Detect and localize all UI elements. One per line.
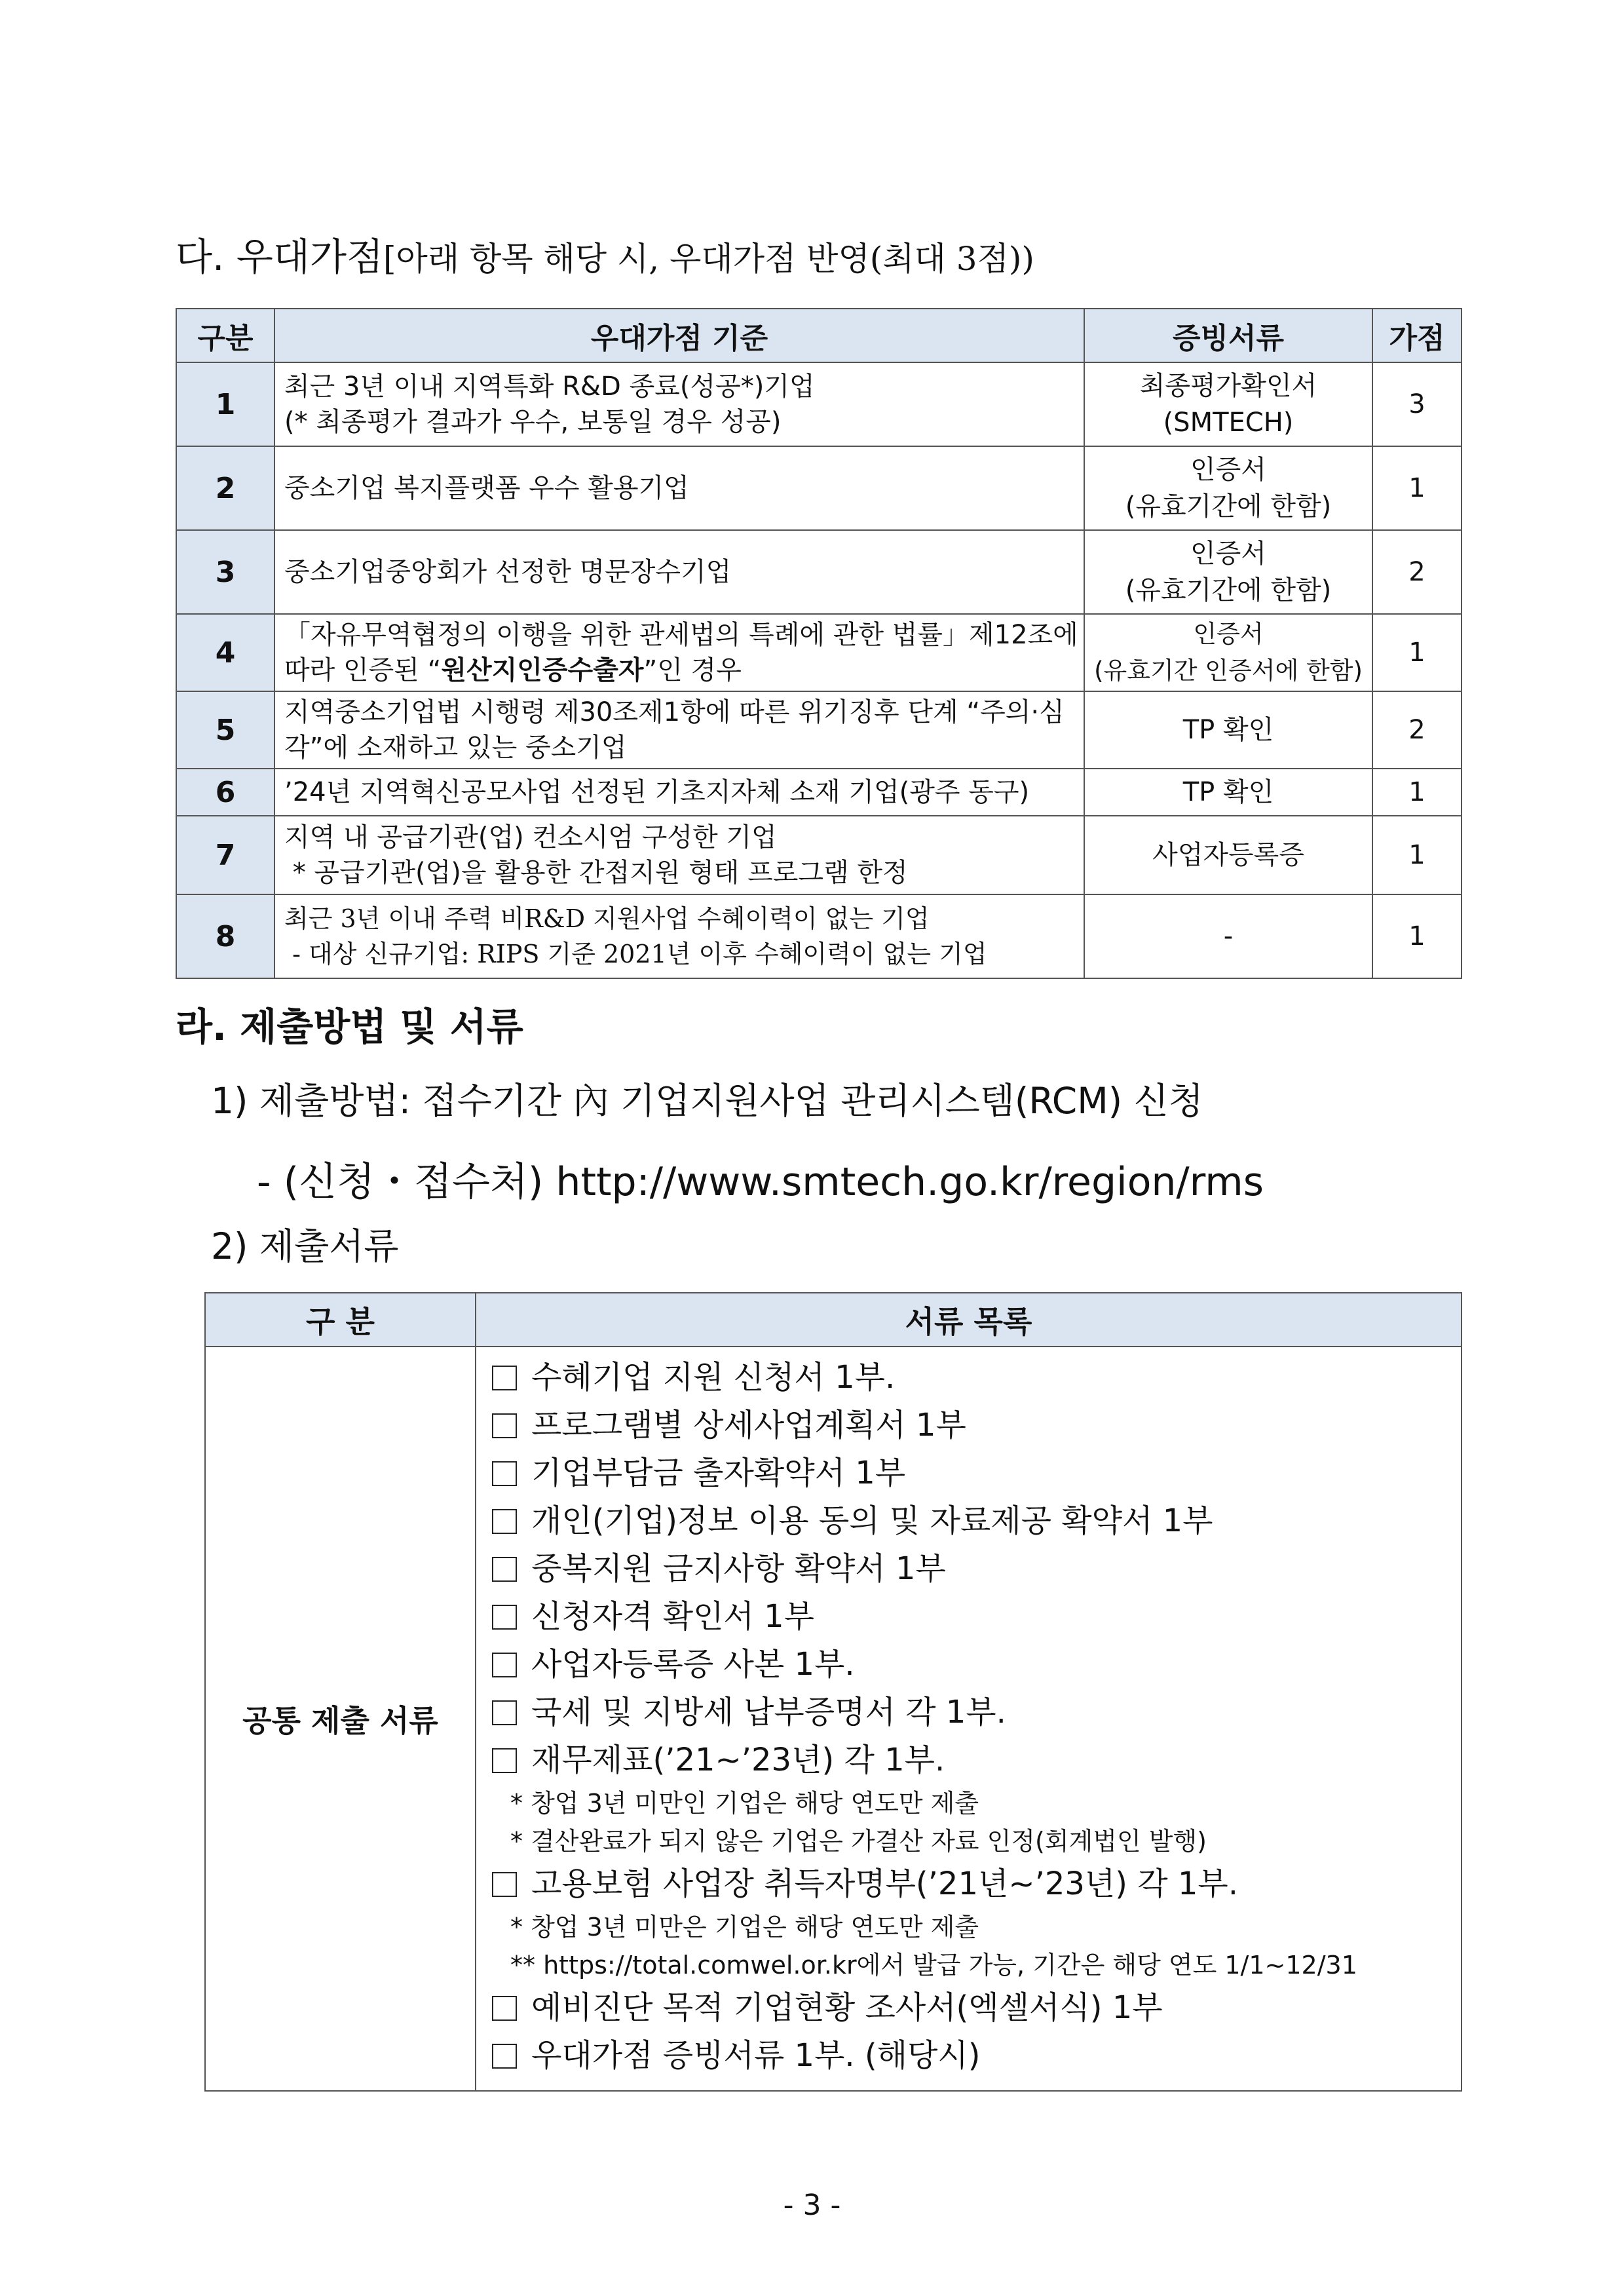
table-header-row xyxy=(176,309,1462,362)
doc-line: (유효기간에 한함) xyxy=(1125,575,1332,605)
item-text: 사업자등록증 사본 1부. xyxy=(531,1646,855,1683)
list-note: * 결산완료가 되지 않은 기업은 가결산 자료 인정(회계법인 발행) xyxy=(510,1827,1207,1856)
row-number: 1 xyxy=(176,362,274,446)
item-text: 국세 및 지방세 납부증명서 각 1부. xyxy=(531,1694,1006,1731)
section-da-title-main: 다. 우대가점 xyxy=(176,235,384,279)
row-document xyxy=(1084,530,1372,614)
doc-line: 인증서 xyxy=(1193,620,1264,648)
checkbox-icon[interactable] xyxy=(492,1605,517,1630)
row-document xyxy=(1084,446,1372,530)
checkbox-icon[interactable] xyxy=(492,1461,517,1486)
criteria-line: 지역중소기업법 시행령 제30조제1항에 따른 위기징후 단계 “주의·심 xyxy=(284,697,1065,727)
doc-line: (SMTECH) xyxy=(1163,408,1294,438)
row-criteria xyxy=(274,446,1084,530)
checkbox-icon[interactable] xyxy=(492,1509,517,1534)
header-category: 구 분 xyxy=(205,1293,476,1347)
doc-line: 최종평가확인서 xyxy=(1139,371,1317,401)
table-row xyxy=(176,530,1462,614)
header-points: 가점 xyxy=(1372,309,1462,362)
item-text: 수혜기업 지원 신청서 1부. xyxy=(531,1359,896,1396)
row-criteria xyxy=(274,362,1084,446)
list-note: * 창업 3년 미만인 기업은 해당 연도만 제출 xyxy=(510,1789,979,1818)
criteria-line: 중소기업 복지플랫폼 우수 활용기업 xyxy=(284,473,689,503)
row-number: 3 xyxy=(176,530,274,614)
item-text: 고용보험 사업장 취득자명부(’21년~’23년) 각 1부. xyxy=(531,1866,1239,1902)
row-document xyxy=(1084,362,1372,446)
criteria-line: (* 최종평가 결과가 우수, 보통일 경우 성공) xyxy=(284,407,782,437)
doc-line: - xyxy=(1223,921,1234,951)
doc-line: (유효기간 인증서에 한함) xyxy=(1094,657,1363,685)
section-ra-title-text: 라. 제출방법 및 서류 xyxy=(176,1004,523,1049)
row-criteria xyxy=(274,894,1084,978)
table-header-row xyxy=(205,1293,1462,1347)
table-row xyxy=(176,894,1462,978)
section-ra-title xyxy=(176,996,523,1051)
row-points: 1 xyxy=(1372,446,1462,530)
criteria-line: 최근 3년 이내 지역특화 R&D 종료(성공*)기업 xyxy=(284,372,815,402)
header-documents: 증빙서류 xyxy=(1084,309,1372,362)
checkbox-icon[interactable] xyxy=(492,1996,517,2021)
criteria-line: ’24년 지역혁신공모사업 선정된 기초지자체 소재 기업(광주 동구) xyxy=(284,777,1030,807)
list-note: ** https://total.comwel.or.kr에서 발급 가능, 기간은 해당 연도 1/1~12/31 xyxy=(510,1951,1357,1980)
list-item xyxy=(492,1497,1446,1545)
list-item xyxy=(492,1449,1446,1497)
header-criteria: 우대가점 기준 xyxy=(274,309,1084,362)
submission-url[interactable]: - (신청・접수처) http://www.smtech.go.kr/region/rms xyxy=(257,1159,1264,1205)
item-text: 중복지원 금지사항 확약서 1부 xyxy=(531,1550,946,1587)
doc-line: 사업자등록증 xyxy=(1152,840,1304,870)
row-criteria xyxy=(274,691,1084,769)
table-row xyxy=(176,816,1462,894)
checkbox-icon[interactable] xyxy=(492,1413,517,1438)
item-text: 개인(기업)정보 이용 동의 및 자료제공 확약서 1부 xyxy=(531,1502,1213,1539)
list-item xyxy=(492,2032,1446,2080)
bonus-points-table xyxy=(176,308,1462,979)
row-points: 1 xyxy=(1372,769,1462,816)
item-text: 기업부담금 출자확약서 1부 xyxy=(531,1455,906,1491)
row-number: 8 xyxy=(176,894,274,978)
item-text: 재무제표(’21~’23년) 각 1부. xyxy=(531,1742,945,1778)
list-item xyxy=(492,1593,1446,1641)
criteria-line: * 공급기관(업)을 활용한 간접지원 형태 프로그램 한정 xyxy=(284,858,908,888)
list-item xyxy=(492,1545,1446,1593)
checkbox-icon[interactable] xyxy=(492,1748,517,1773)
section-da-title xyxy=(176,226,1034,281)
header-doc-list: 서류 목록 xyxy=(476,1293,1462,1347)
row-document xyxy=(1084,614,1372,691)
table-row xyxy=(176,614,1462,691)
table-row xyxy=(205,1347,1462,2091)
checkbox-icon[interactable] xyxy=(492,1557,517,1582)
row-criteria xyxy=(274,816,1084,894)
list-item xyxy=(492,1689,1446,1736)
doc-line: TP 확인 xyxy=(1182,715,1274,745)
row-document xyxy=(1084,894,1372,978)
list-note: * 창업 3년 미만은 기업은 해당 연도만 제출 xyxy=(510,1913,979,1942)
criteria-line: 각”에 소재하고 있는 중소기업 xyxy=(284,733,627,763)
criteria-line: 최근 3년 이내 주력 비R&D 지원사업 수혜이력이 없는 기업 xyxy=(284,904,930,933)
section-da-title-sub: [아래 항목 해당 시, 우대가점 반영(최대 3점)) xyxy=(383,240,1034,278)
checkbox-icon[interactable] xyxy=(492,2044,517,2069)
list-item xyxy=(492,1641,1446,1689)
row-document xyxy=(1084,769,1372,816)
row-criteria xyxy=(274,769,1084,816)
submission-docs-title: 2) 제출서류 xyxy=(211,1225,399,1267)
row-points: 1 xyxy=(1372,894,1462,978)
row-document xyxy=(1084,691,1372,769)
docs-category: 공통 제출 서류 xyxy=(205,1347,476,2091)
row-points: 2 xyxy=(1372,691,1462,769)
row-points: 2 xyxy=(1372,530,1462,614)
table-row xyxy=(176,362,1462,446)
checkbox-icon[interactable] xyxy=(492,1366,517,1390)
doc-line: 인증서 xyxy=(1190,455,1266,485)
item-text: 예비진단 목적 기업현황 조사서(엑셀서식) 1부 xyxy=(531,1989,1163,2026)
row-criteria xyxy=(274,614,1084,691)
table-row xyxy=(176,769,1462,816)
criteria-text: ”인 경우 xyxy=(643,655,742,685)
checkbox-icon[interactable] xyxy=(492,1872,517,1897)
row-points: 1 xyxy=(1372,816,1462,894)
row-number: 2 xyxy=(176,446,274,530)
submission-method: 1) 제출방법: 접수기간 內 기업지원사업 관리시스템(RCM) 신청 xyxy=(211,1080,1203,1122)
criteria-line: - 대상 신규기업: RIPS 기준 2021년 이후 수혜이력이 없는 기업 xyxy=(284,940,987,968)
list-item xyxy=(492,1354,1446,1402)
criteria-line: 중소기업중앙회가 선정한 명문장수기업 xyxy=(284,557,732,587)
row-document xyxy=(1084,816,1372,894)
table-row xyxy=(176,446,1462,530)
doc-line: 인증서 xyxy=(1190,539,1266,569)
docs-list xyxy=(476,1347,1462,2091)
criteria-line: 지역 내 공급기관(업) 컨소시엄 구성한 기업 xyxy=(284,822,777,852)
list-item xyxy=(492,1402,1446,1449)
row-number: 5 xyxy=(176,691,274,769)
row-points: 3 xyxy=(1372,362,1462,446)
table-row xyxy=(176,691,1462,769)
header-category: 구분 xyxy=(176,309,274,362)
doc-line: (유효기간에 한함) xyxy=(1125,491,1332,522)
row-points: 1 xyxy=(1372,614,1462,691)
submission-docs-table xyxy=(204,1292,1462,2092)
row-number: 7 xyxy=(176,816,274,894)
item-text: 프로그램별 상세사업계획서 1부 xyxy=(531,1407,966,1444)
list-item xyxy=(492,1984,1446,2032)
doc-line: TP 확인 xyxy=(1182,777,1274,807)
criteria-line: 「자유무역협정의 이행을 위한 관세법의 특례에 관한 법률」제12조에 xyxy=(284,620,1078,650)
row-criteria xyxy=(274,530,1084,614)
criteria-text: 따라 인증된 “ xyxy=(284,655,442,685)
row-number: 4 xyxy=(176,614,274,691)
checkbox-icon[interactable] xyxy=(492,1700,517,1725)
item-text: 신청자격 확인서 1부 xyxy=(531,1598,814,1635)
list-item xyxy=(492,1860,1446,1908)
criteria-line xyxy=(284,653,1074,688)
item-text: 우대가점 증빙서류 1부. (해당시) xyxy=(531,2037,981,2074)
criteria-emphasis: 원산지인증수출자 xyxy=(441,655,644,685)
checkbox-icon[interactable] xyxy=(492,1653,517,1677)
row-number: 6 xyxy=(176,769,274,816)
list-item xyxy=(492,1736,1446,1784)
page-number: - 3 - xyxy=(783,2189,841,2222)
